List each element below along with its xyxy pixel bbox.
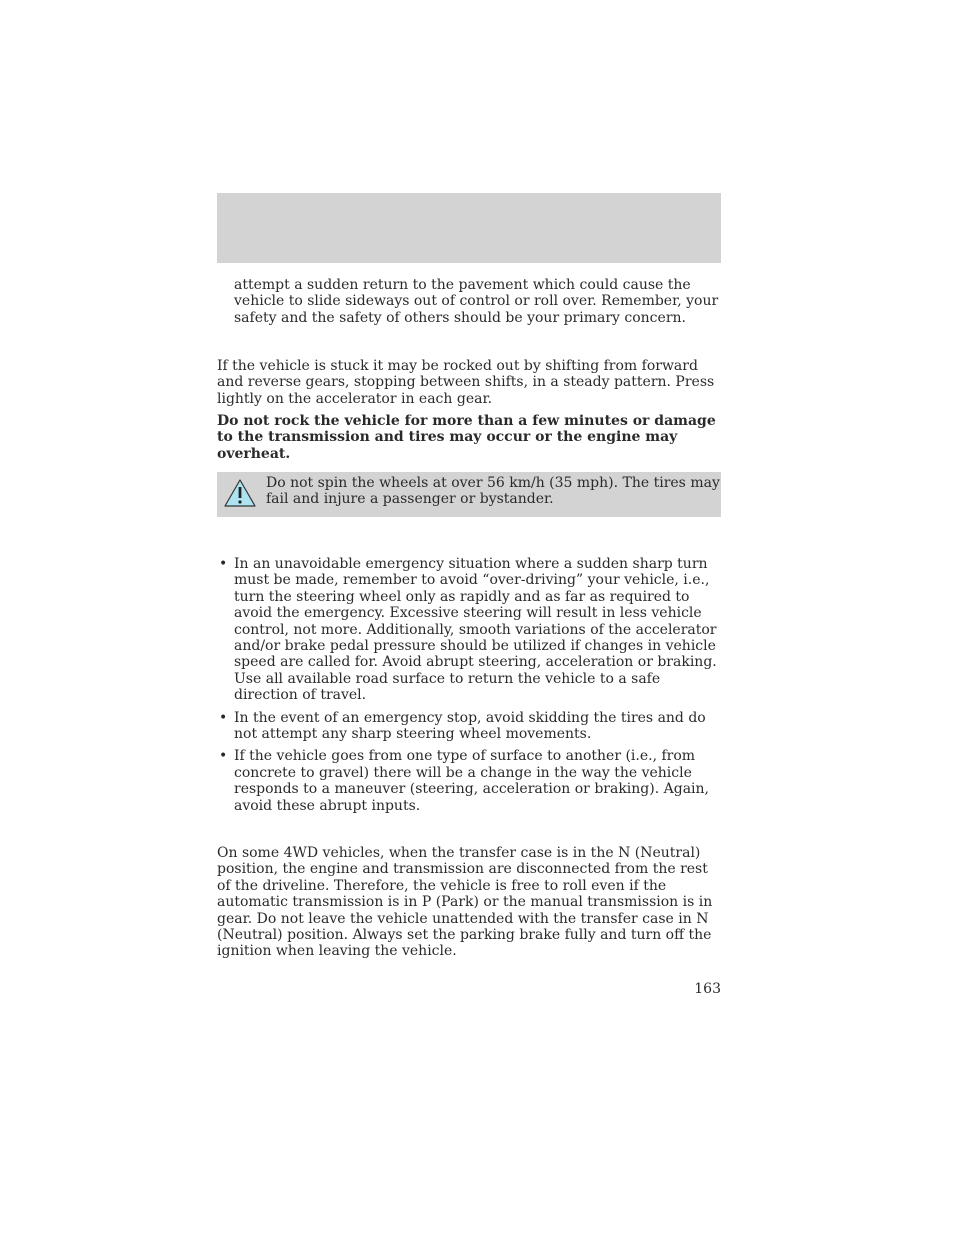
bullet-marker: • [219,556,228,572]
chapter-header-band [217,193,721,263]
list-item-text: If the vehicle goes from one type of surface to another (i.e., from concrete to gravel) there will be a change in the way the vehicle responds to a maneuver (steering, acceleration or braking). Again, avoid these abrupt inputs. [234,748,709,814]
list-item [217,556,721,704]
bullet-marker: • [219,748,228,765]
list-item [217,710,721,743]
list-item-text: In the event of an emergency stop, avoid skidding the tires and do not attempt any sharp steering wheel movements. [234,709,706,743]
driving-tips-list [217,556,721,820]
warning-triangle-icon [224,478,256,508]
list-item-text: In an unavoidable emergency situation where a sudden sharp turn must be made, remember to avoid “over-driving” your vehicle, i.e., turn the steering wheel only as rapidly and as far as required to avoid the emergency. Excessive steering will result in less vehicle control, not more. Additionally, smooth variations of the accelerator and/or brake pedal pressure should be utilized if changes in vehicle speed are called for. Avoid abrupt steering, acceleration or braking. Use all available road surface to return the vehicle to a safe direction of travel. [234,556,717,704]
continuation-paragraph: attempt a sudden return to the pavement which could cause the vehicle to slide sideways out of control or roll over. Remember, your safety and the safety of others should be your primary concern. [234,277,719,326]
warning-box [217,472,721,517]
bullet-marker: • [219,709,228,726]
page-number: 163 [694,981,721,997]
neutral-4wd-paragraph: On some 4WD vehicles, when the transfer case is in the N (Neutral) position, the engine and transmission are disconnected from the rest of the driveline. Therefore, the vehicle is free to roll even if the automatic transmission is in P (Park) or the manual transmission is in gear. Do not leave the vehicle unattended with the transfer case in N (Neutral) position. Always set the parking brake fully and turn off the ignition when leaving the vehicle. [217,845,713,960]
rocking-caution-paragraph: Do not rock the vehicle for more than a few minutes or damage to the transmission and tires may occur or the engine may overheat. [217,413,716,462]
rocking-paragraph: If the vehicle is stuck it may be rocked out by shifting from forward and reverse gears, stopping between shifts, in a steady pattern. Press lightly on the accelerator in each gear. [217,358,715,407]
list-item [217,748,721,814]
warning-text: Do not spin the wheels at over 56 km/h (35 mph). The tires may fail and injure a passenger or bystander. [266,475,720,508]
